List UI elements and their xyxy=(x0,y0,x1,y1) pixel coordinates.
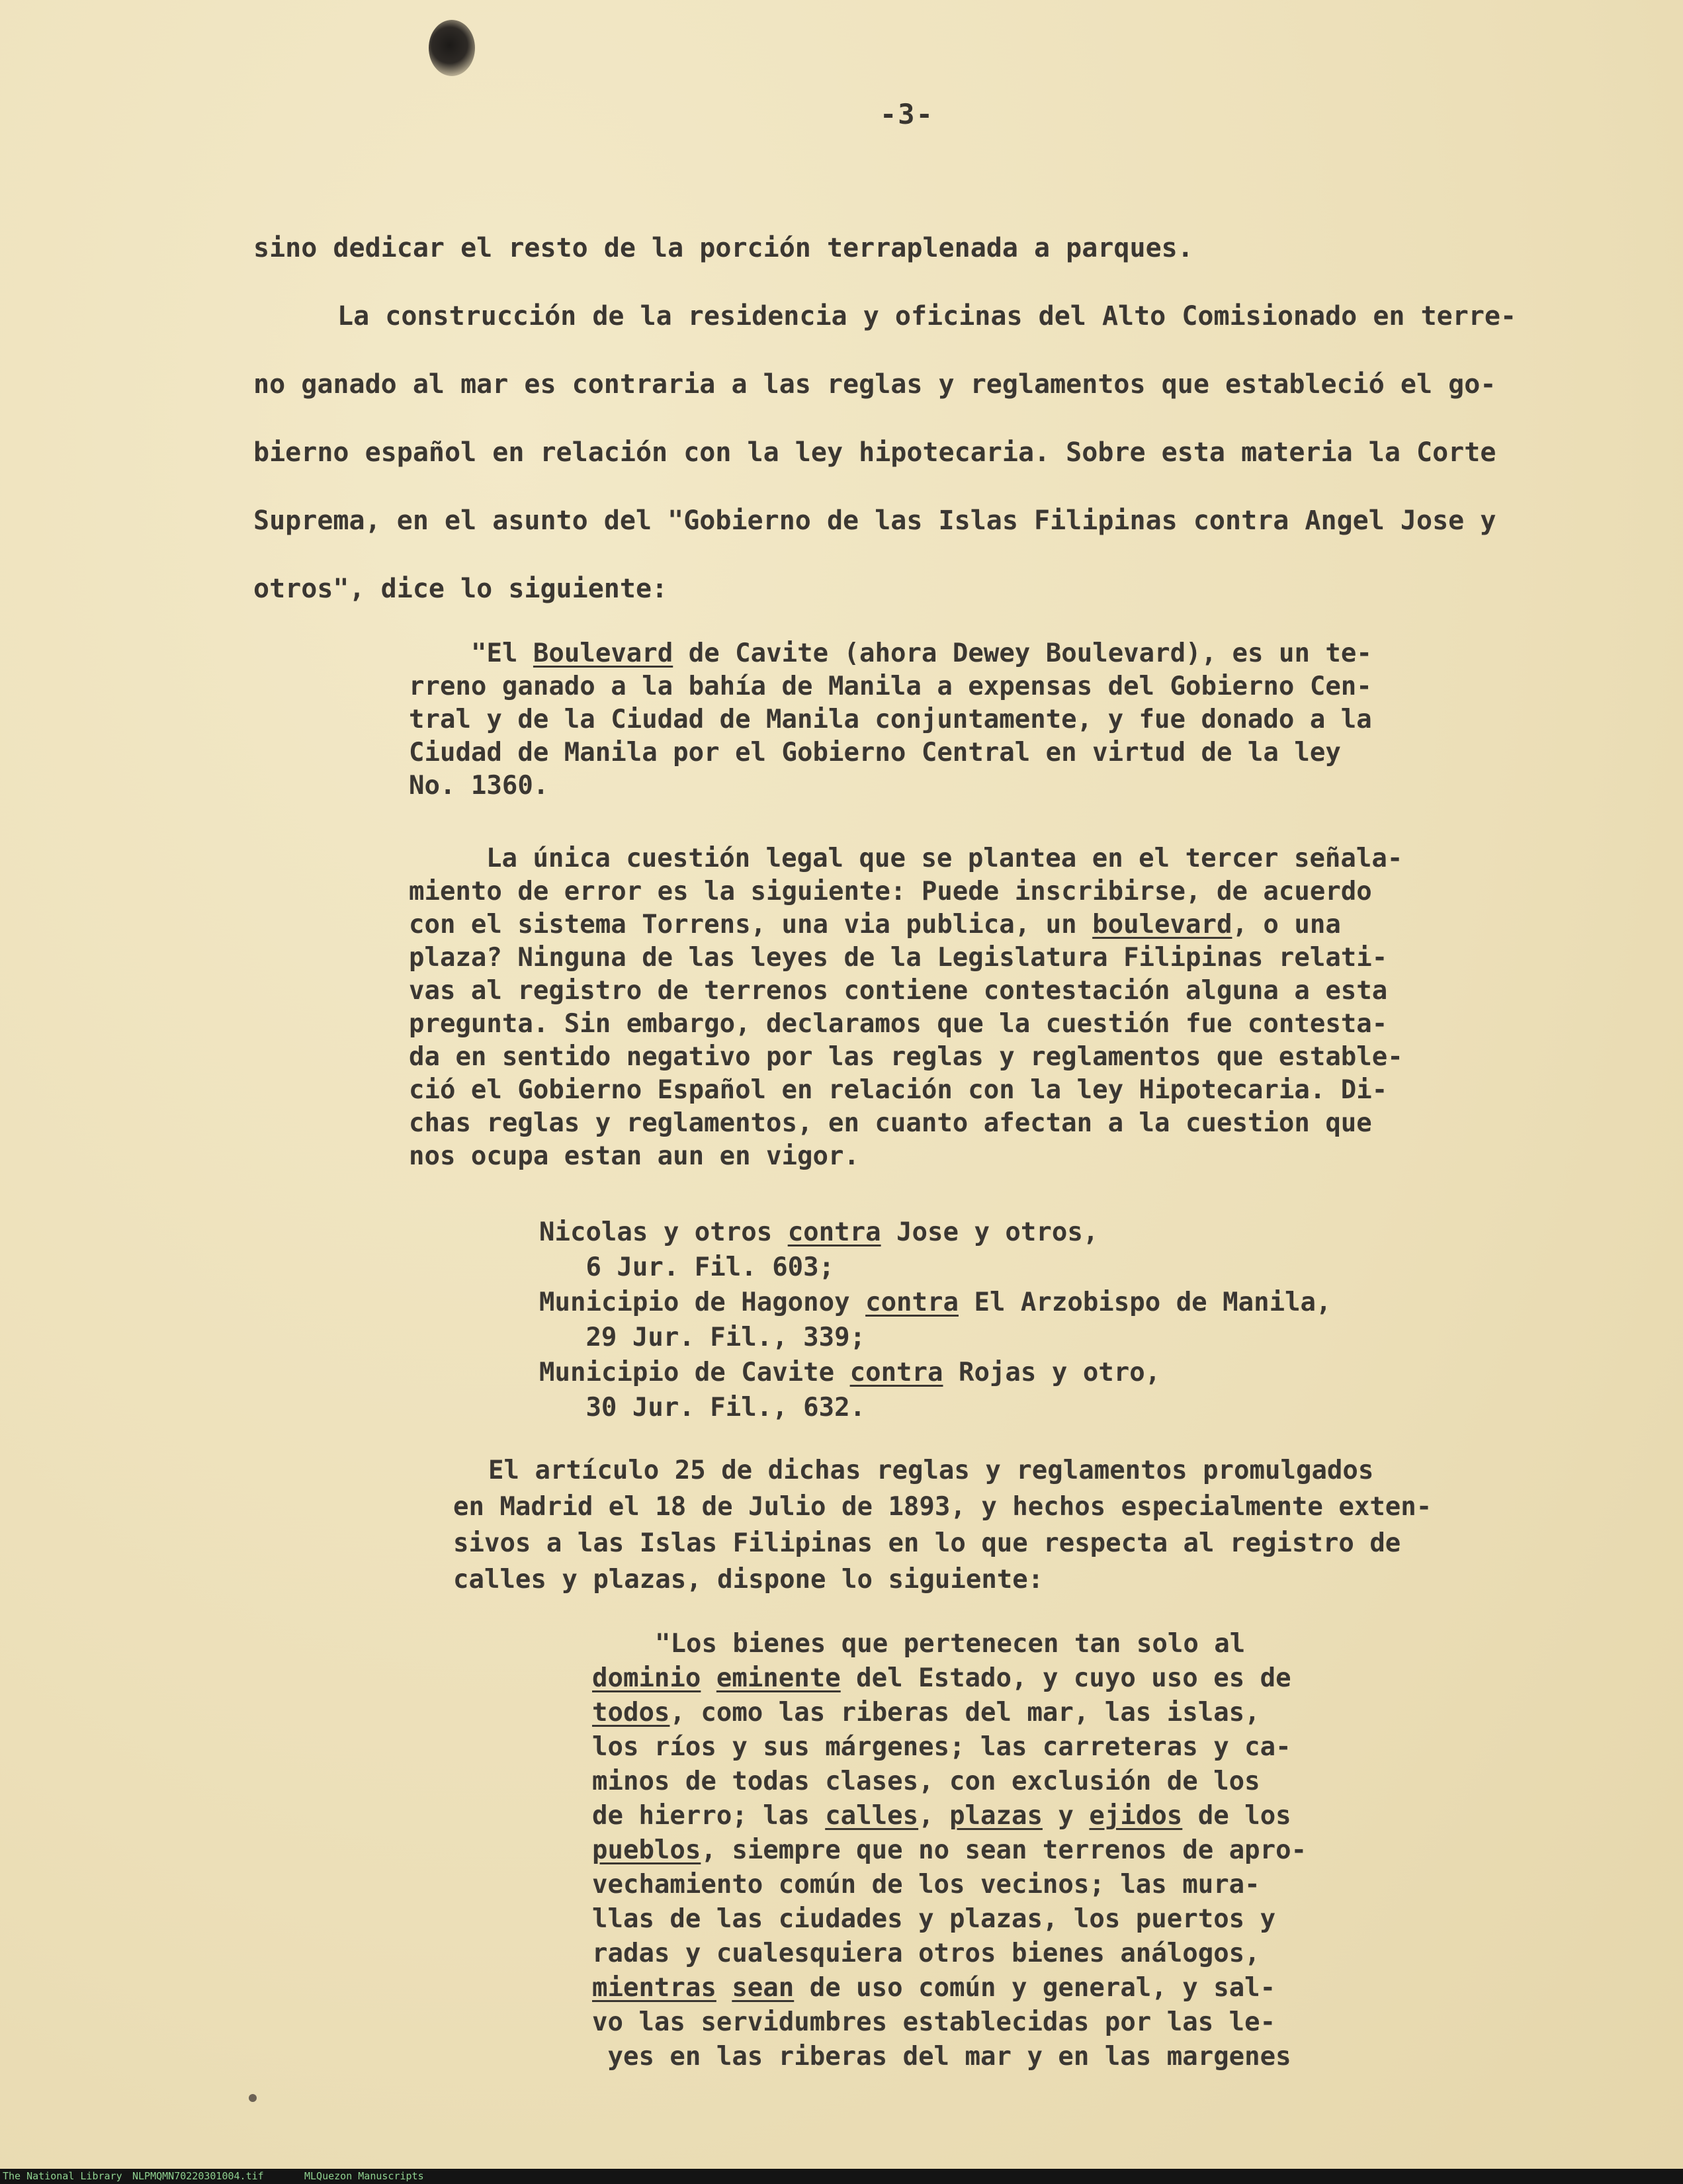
underlined-word: contra xyxy=(849,1358,943,1387)
underlined-word: ejidos xyxy=(1089,1801,1183,1831)
underlined-word: mientras xyxy=(592,1973,716,2003)
archive-footer-bar xyxy=(0,2169,1683,2184)
quote-line: nos ocupa estan aun en vigor. xyxy=(409,1141,859,1171)
quote-line: con el sistema Torrens, una via publica, un boulevard, o una xyxy=(409,910,1341,939)
quote-line: yes en las riberas del mar y en las margenes xyxy=(592,2042,1291,2072)
quote-line: de hierro; las calles, plazas y ejidos de los xyxy=(592,1801,1291,1831)
article-line: calles y plazas, dispone lo siguiente: xyxy=(453,1565,1044,1594)
citation-line: Municipio de Hagonoy contra El Arzobispo de Manila, xyxy=(539,1288,1332,1317)
underlined-word: pueblos xyxy=(592,1835,701,1865)
citation-line: 29 Jur. Fil., 339; xyxy=(539,1323,866,1352)
ink-blot xyxy=(429,20,475,76)
body-line: La construcción de la residencia y oficinas del Alto Comisionado en terre- xyxy=(337,301,1517,331)
article-line: El artículo 25 de dichas reglas y reglamentos promulgados xyxy=(488,1456,1374,1485)
quote-line: No. 1360. xyxy=(409,771,549,801)
quote-line: vas al registro de terrenos contiene contestación alguna a esta xyxy=(409,976,1388,1006)
quote-line: tral y de la Ciudad de Manila conjuntamente, y fue donado a la xyxy=(409,705,1372,734)
citation-line: Nicolas y otros contra Jose y otros, xyxy=(539,1217,1099,1247)
ink-speck xyxy=(249,2094,257,2102)
quote-line: "El Boulevard de Cavite (ahora Dewey Boulevard), es un te- xyxy=(471,638,1372,668)
quote-line: La única cuestión legal que se plantea en el tercer señala- xyxy=(486,844,1403,873)
citation-line: 30 Jur. Fil., 632. xyxy=(539,1393,866,1422)
quote-line: "Los bienes que pertenecen tan solo al xyxy=(655,1629,1246,1659)
article-line: en Madrid el 18 de Julio de 1893, y hechos especialmente exten- xyxy=(453,1492,1432,1522)
page-number: -3- xyxy=(880,98,934,130)
underlined-word: sean xyxy=(732,1973,795,2003)
quote-line: rreno ganado a la bahía de Manila a expensas del Gobierno Cen- xyxy=(409,672,1372,701)
quote-line: vechamiento común de los vecinos; las mura- xyxy=(592,1870,1260,1900)
quote-line: mientras sean de uso común y general, y sal- xyxy=(592,1973,1276,2003)
body-line: otros", dice lo siguiente: xyxy=(253,574,668,604)
underlined-word: plazas xyxy=(949,1801,1043,1831)
footer-collection: MLQuezon Manuscripts xyxy=(304,2170,424,2182)
quote-line: los ríos y sus márgenes; las carreteras y ca- xyxy=(592,1732,1291,1762)
footer-library: The National Library xyxy=(3,2170,122,2182)
body-line: sino dedicar el resto de la porción terraplenada a parques. xyxy=(253,233,1193,263)
body-line: no ganado al mar es contraria a las reglas y reglamentos que estableció el go- xyxy=(253,369,1496,400)
quote-line: pueblos, siempre que no sean terrenos de apro- xyxy=(592,1835,1307,1865)
body-line: Suprema, en el asunto del "Gobierno de las Islas Filipinas contra Angel Jose y xyxy=(253,505,1496,536)
quote-line: chas reglas y reglamentos, en cuanto afectan a la cuestion que xyxy=(409,1108,1372,1138)
underlined-word: contra xyxy=(865,1288,959,1317)
quote-line: llas de las ciudades y plazas, los puertos y xyxy=(592,1904,1276,1934)
quote-line: radas y cualesquiera otros bienes análogos, xyxy=(592,1939,1260,1968)
body-line: bierno español en relación con la ley hipotecaria. Sobre esta materia la Corte xyxy=(253,437,1496,468)
underlined-word: dominio xyxy=(592,1663,701,1693)
quote-line: ció el Gobierno Español en relación con la ley Hipotecaria. Di- xyxy=(409,1075,1388,1105)
footer-filename: NLPMQMN70220301004.tif xyxy=(132,2170,264,2182)
quote-line: Ciudad de Manila por el Gobierno Central en virtud de la ley xyxy=(409,738,1341,767)
citation-line: 6 Jur. Fil. 603; xyxy=(539,1252,835,1282)
quote-line: todos, como las riberas del mar, las islas, xyxy=(592,1698,1260,1727)
underlined-word: Boulevard xyxy=(533,638,673,668)
article-line: sivos a las Islas Filipinas en lo que respecta al registro de xyxy=(453,1528,1401,1558)
underlined-word: todos xyxy=(592,1698,670,1727)
quote-line: pregunta. Sin embargo, declaramos que la cuestión fue contesta- xyxy=(409,1009,1388,1039)
citation-line: Municipio de Cavite contra Rojas y otro, xyxy=(539,1358,1161,1387)
quote-line: miento de error es la siguiente: Puede inscribirse, de acuerdo xyxy=(409,877,1372,906)
underlined-word: contra xyxy=(787,1217,881,1247)
quote-line: da en sentido negativo por las reglas y reglamentos que estable- xyxy=(409,1042,1403,1072)
quote-line: minos de todas clases, con exclusión de los xyxy=(592,1767,1260,1796)
underlined-word: boulevard xyxy=(1092,910,1232,939)
quote-line: vo las servidumbres establecidas por las le- xyxy=(592,2007,1276,2037)
underlined-word: eminente xyxy=(716,1663,841,1693)
quote-line: dominio eminente del Estado, y cuyo uso es de xyxy=(592,1663,1291,1693)
quote-line: plaza? Ninguna de las leyes de la Legislatura Filipinas relati- xyxy=(409,943,1388,973)
underlined-word: calles xyxy=(825,1801,919,1831)
